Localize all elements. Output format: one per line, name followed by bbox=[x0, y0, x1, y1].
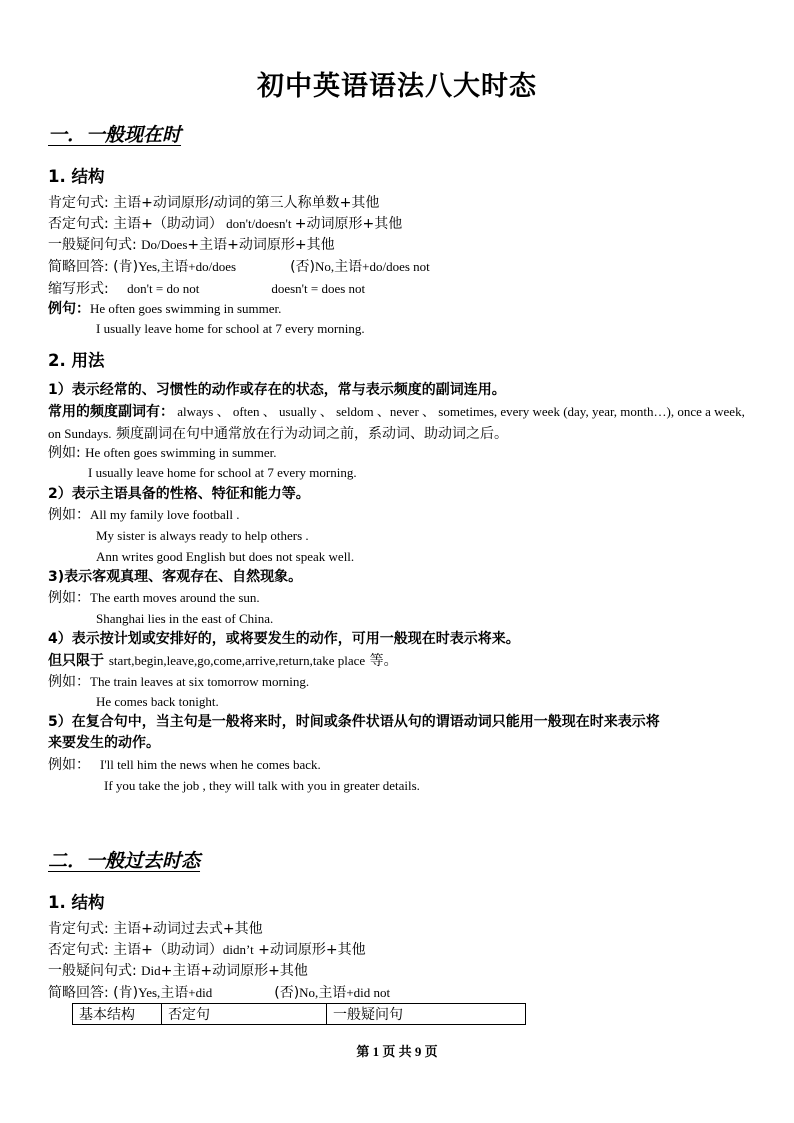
usage-3-example-2: Shanghai lies in the east of China. bbox=[96, 611, 274, 626]
usage-5-title-line-1: 5）在复合句中，当主句是一般将来时，时间或条件状语从句的谓语动词只能用一般现在时来表示将 bbox=[48, 714, 660, 730]
structure-heading-2: 1. 结构 bbox=[48, 893, 105, 912]
structure-heading: 1. 结构 bbox=[48, 167, 105, 186]
usage-4-example-2: He comes back tonight. bbox=[96, 694, 219, 709]
affirmative-line: 肯定句式: 主语+动词原形/动词的第三人称单数+其他 bbox=[48, 195, 380, 211]
usage-4-limit: 但只限于 start,begin,leave,go,come,arrive,return,take place 等。 bbox=[48, 653, 398, 669]
usage-1-title: 1）表示经常的、习惯性的动作或存在的状态，常与表示频度的副词连用。 bbox=[48, 382, 506, 398]
table-header-cell: 否定句 bbox=[162, 1004, 327, 1025]
example-line-1: 例句：He often goes swimming in summer. bbox=[48, 301, 282, 317]
usage-5-title-line-2: 来要发生的动作。 bbox=[48, 735, 160, 751]
table-header-cell: 基本结构 bbox=[73, 1004, 162, 1025]
past-short-answer-line: 简略回答: (肯)Yes,主语+did (否)No,主语+did not bbox=[48, 985, 391, 1001]
section-heading-present-simple: 一．一般现在时 bbox=[48, 124, 182, 146]
section-heading-past-simple: 二．一般过去时态 bbox=[48, 850, 201, 872]
document-title: 初中英语语法八大时态 bbox=[257, 71, 537, 102]
usage-2-example-2: My sister is always ready to help others . bbox=[96, 528, 309, 543]
page-footer: 第 1 页 共 9 页 bbox=[356, 1044, 438, 1059]
usage-4-title: 4）表示按计划或安排好的，或将要发生的动作，可用一般现在时表示将来。 bbox=[48, 631, 520, 647]
usage-1-example-1: 例如: He often goes swimming in summer. bbox=[48, 445, 277, 461]
usage-5-example-1: 例如： I'll tell him the news when he comes back. bbox=[48, 757, 321, 773]
question-line: 一般疑问句式: Do/Does+主语+动词原形+其他 bbox=[48, 237, 335, 253]
negative-line: 否定句式: 主语+（助动词） don't/doesn't +动词原形+其他 bbox=[48, 216, 403, 232]
usage-5-example-2: If you take the job , they will talk with you in greater details. bbox=[104, 778, 420, 793]
table-row bbox=[73, 1004, 526, 1025]
table-header-cell: 一般疑问句 bbox=[327, 1004, 526, 1025]
usage-3-example-1: 例如：The earth moves around the sun. bbox=[48, 590, 260, 606]
usage-heading: 2. 用法 bbox=[48, 351, 105, 370]
usage-2-example-3: Ann writes good English but does not speak well. bbox=[96, 549, 355, 564]
usage-1-frequency: 常用的频度副词有： always 、 often 、 usually 、 seldom 、never 、 sometimes, every week (day, year, month…), once a week, on Sundays. 频度副词在句中通常放在行为动词之前，系动词、助动词之后。 bbox=[48, 404, 745, 442]
usage-2-example-1: 例如：All my family love football . bbox=[48, 507, 240, 523]
usage-3-title: 3)表示客观真理、客观存在、自然现象。 bbox=[48, 569, 303, 585]
past-affirmative-line: 肯定句式: 主语+动词过去式+其他 bbox=[48, 921, 263, 937]
past-negative-line: 否定句式: 主语+（助动词）didn’t +动词原形+其他 bbox=[48, 942, 366, 958]
short-answer-line: 简略回答: (肯)Yes,主语+do/does (否)No,主语+do/does not bbox=[48, 259, 430, 275]
example-line-2: I usually leave home for school at 7 every morning. bbox=[96, 321, 365, 336]
usage-4-example-1: 例如：The train leaves at six tomorrow morning. bbox=[48, 674, 310, 690]
usage-1-example-2: I usually leave home for school at 7 every morning. bbox=[88, 465, 357, 480]
structure-table bbox=[72, 1003, 526, 1025]
past-question-line: 一般疑问句式: Did+主语+动词原形+其他 bbox=[48, 963, 308, 979]
usage-2-title: 2）表示主语具备的性格、特征和能力等。 bbox=[48, 486, 310, 502]
contraction-line: 缩写形式: don't = do not doesn't = does not bbox=[48, 281, 366, 297]
